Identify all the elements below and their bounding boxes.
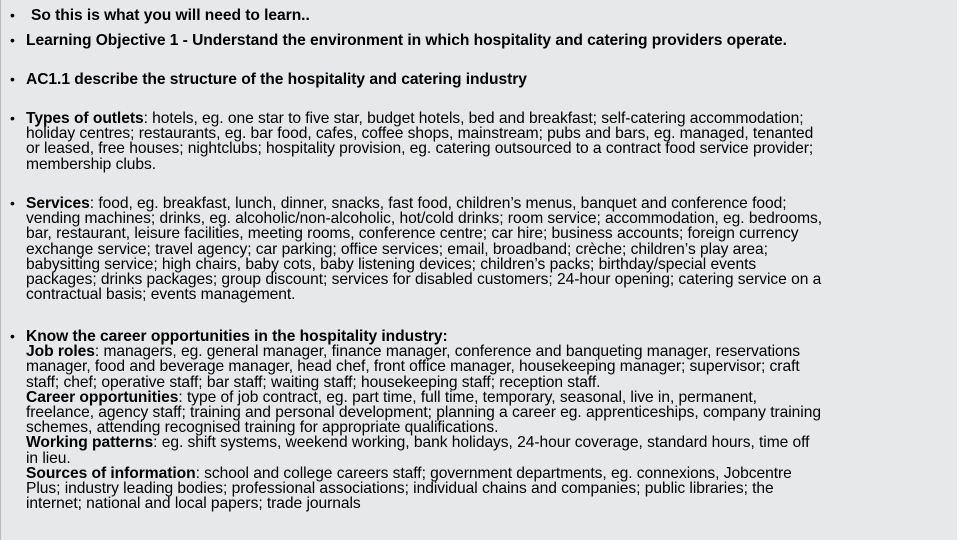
- sources-line: Plus; industry leading bodies; professional associations; individual chains and companies; public libraries; the: [26, 480, 774, 498]
- services-line: contractual basis; events management.: [26, 286, 296, 304]
- career-opportunities-text: : type of job contract, eg. part time, full time, temporary, seasonal, live in, permanent,: [178, 388, 757, 406]
- career-opportunities-label: Career opportunities: [26, 388, 179, 406]
- career-heading: Know the career opportunities in the hospitality industry:: [26, 328, 448, 345]
- working-patterns-line: in lieu.: [26, 449, 71, 467]
- ac-heading: AC1.1 describe the structure of the hospitality and catering industry: [26, 71, 527, 88]
- career-opportunities-line: [26, 390, 956, 405]
- outlets-line: holiday centres; restaurants, eg. bar food, cafes, coffee shops, mainstream; pubs and bars, eg. managed, tenanted: [26, 125, 814, 143]
- outlets-paragraph: [26, 111, 956, 172]
- job-roles-line: manager, food and beverage manager, head chef, front office manager, housekeeping manager; supervisor; craft: [26, 358, 800, 376]
- sources-line: internet; national and local papers; trade journals: [26, 495, 361, 513]
- learning-objective: Learning Objective 1 - Understand the environment in which hospitality and catering providers operate.: [26, 32, 787, 49]
- career-opportunities-line: freelance, agency staff; training and personal development; planning a career eg. apprenticeships, company training: [26, 404, 821, 422]
- career-opportunities-line: schemes, attending recognised training for appropriate qualifications.: [26, 419, 499, 437]
- job-roles-line: staff; chef; operative staff; bar staff; waiting staff; housekeeping staff; reception staff.: [26, 373, 601, 391]
- sources-line: [26, 466, 956, 481]
- services-line: bar, restaurant, leisure facilities, meeting rooms, conference centre; car hire; business accounts; foreign currency: [26, 225, 799, 243]
- services-label: Services: [26, 195, 90, 212]
- bullet-icon: •: [10, 328, 15, 344]
- job-roles-label: Job roles: [26, 343, 95, 361]
- services-line: packages; drinks packages; group discount; services for disabled customers; 24-hour opening; catering service on a: [26, 271, 822, 289]
- services-line: exchange service; travel agency; car parking; office services; email, broadband; crèche; children’s play area;: [26, 240, 768, 258]
- career-paragraph: [26, 329, 956, 511]
- outlets-line: [26, 111, 956, 126]
- job-roles-line: [26, 344, 956, 359]
- intro-heading: So this is what you will need to learn..: [31, 7, 310, 24]
- services-line: vending machines; drinks, eg. alcoholic/non-alcoholic, hot/cold drinks; room service; accommodation, eg. bedrooms,: [26, 210, 823, 228]
- bullet-icon: •: [10, 195, 15, 211]
- bullet-icon: •: [10, 32, 15, 48]
- services-line: [26, 196, 956, 211]
- outlets-line: membership clubs.: [26, 155, 157, 173]
- job-roles-text: : managers, eg. general manager, finance manager, conference and banqueting manager, reservations: [94, 343, 801, 361]
- outlets-label: Types of outlets: [26, 110, 144, 127]
- outlets-line: or leased, free houses; nightclubs; hospitality provision, eg. catering outsourced to a contract food service provider;: [26, 140, 814, 158]
- bullet-icon: •: [10, 71, 15, 87]
- services-text: : food, eg. breakfast, lunch, dinner, snacks, fast food, children’s menus, banquet and conference food;: [89, 195, 787, 212]
- sources-text: : school and college careers staff; government departments, eg. connexions, Jobcentre: [195, 464, 792, 482]
- working-patterns-line: [26, 435, 956, 450]
- services-line: babysitting service; high chairs, baby cots, baby listening devices; children’s packs; birthday/special events: [26, 255, 757, 273]
- working-patterns-label: Working patterns: [26, 434, 154, 452]
- services-paragraph: [26, 196, 956, 302]
- outlets-text: : hotels, eg. one star to five star, budget hotels, bed and breakfast; self-catering accommodation;: [143, 110, 804, 127]
- bullet-icon: •: [10, 7, 15, 23]
- bullet-icon: •: [10, 110, 15, 126]
- sources-label: Sources of information: [26, 464, 196, 482]
- working-patterns-text: : eg. shift systems, weekend working, bank holidays, 24-hour coverage, standard hours, time off: [153, 434, 810, 452]
